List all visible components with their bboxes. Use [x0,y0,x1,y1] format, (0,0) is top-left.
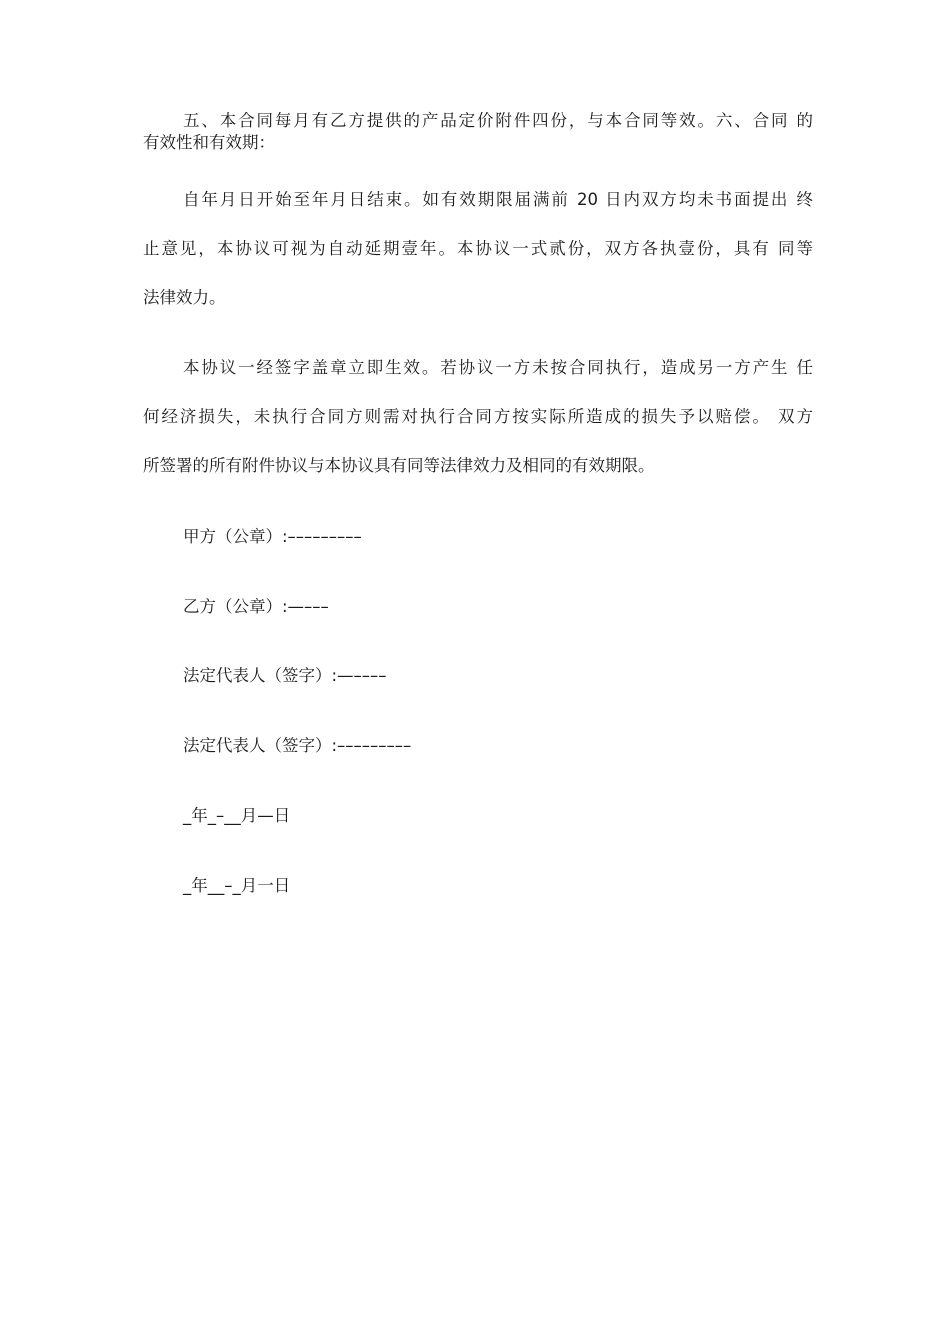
paragraph-1-line-2: 有效性和有效期： [143,133,275,152]
paragraph-1-line-1: 五、本合同每月有乙方提供的产品定价附件四份，与本合同等效。六、合同 的 [183,111,813,130]
legal-rep-signature-line-1: 法定代表人（签字）:—–––– [183,666,387,685]
paragraph-3-line-3: 所签署的所有附件协议与本协议具有同等法律效力及相同的有效期限。 [143,456,655,475]
paragraph-2-line-1: 自年月日开始至年月日结束。如有效期限届满前 20 日内双方均未书面提出 终 [183,190,813,209]
date-line-2: _年__–_月一日 [183,876,291,895]
paragraph-3-line-2: 何经济损失，未执行合同方则需对执行合同方按实际所造成的损失予以赔偿。 双方 [143,407,813,426]
legal-rep-signature-line-2: 法定代表人（签字）:––––––––– [183,736,412,755]
paragraph-3-line-1: 本协议一经签字盖章立即生效。若协议一方未按合同执行，造成另一方产生 任 [183,358,813,377]
party-a-seal-line: 甲方（公章）:––––––––– [183,527,362,546]
paragraph-2-line-3: 法律效力。 [143,288,226,307]
paragraph-2-line-2: 止意见，本协议可视为自动延期壹年。本协议一式贰份，双方各执壹份，具有 同等 [143,239,813,258]
party-b-seal-line: 乙方（公章）:—––– [183,597,329,616]
date-line-1: _年_–__月—日 [183,806,291,825]
